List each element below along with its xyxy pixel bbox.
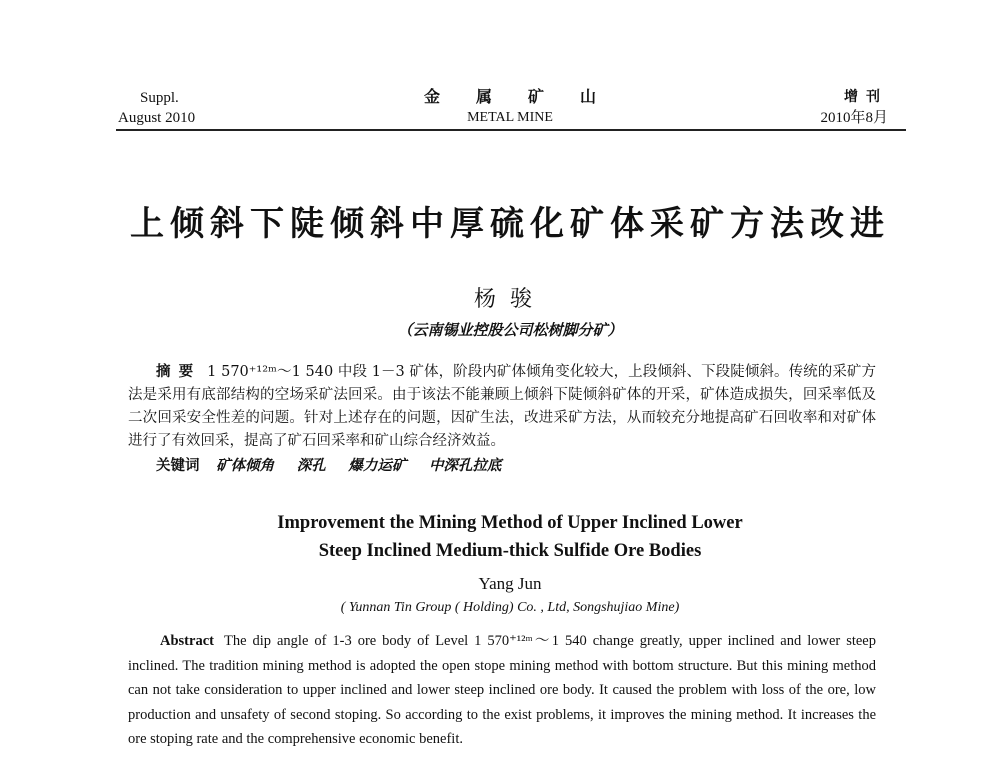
header-date-cn: 2010年8月	[820, 110, 888, 126]
header-center	[360, 88, 660, 128]
header-date-en: August 2010	[118, 110, 196, 126]
keyword-item: 深孔	[296, 457, 326, 474]
abstract-en-text: The dip angle of 1-3 ore body of Level 1 570⁺¹²ᵐ～1 540 change greatly, upper inclined and lower steep inclined. The tradition mining method is adopted the open stope mining method with bottom structure. But this mining method can not take consideration to upper inclined and lower steep inclined ore body. It caused the problem with loss of the ore, low production and unsafety of second stoping. So according to the exist problems, it improves the mining method. It increases the ore stoping rate and the comprehensive economic benefit.	[128, 633, 876, 747]
paper-title-cn: 上倾斜下陡倾斜中厚硫化矿体采矿方法改进	[130, 204, 890, 244]
journal-name-en: METAL MINE	[467, 110, 553, 125]
keywords-cn-label: 关键词	[156, 457, 200, 474]
abstract-cn	[128, 360, 876, 453]
header-suppl: Suppl.	[140, 90, 179, 106]
journal-name-cn: 金属矿山	[423, 89, 632, 106]
header-rule	[116, 129, 906, 131]
keywords-cn	[156, 454, 519, 478]
header-right	[820, 88, 888, 128]
keyword-item: 中深孔拉底	[428, 457, 502, 474]
header-supplement-cn: 增刊	[844, 90, 888, 105]
abstract-en-label: Abstract	[160, 633, 214, 649]
author-name-cn: 杨骏	[473, 287, 546, 312]
paper-title-en-line1: Improvement the Mining Method of Upper Inclined Lower	[277, 513, 743, 533]
paper-title-en-line2: Steep Inclined Medium-thick Sulfide Ore Bodies	[318, 541, 702, 561]
abstract-cn-text: 1 570⁺¹²ᵐ～1 540 中段 1－3 矿体，阶段内矿体倾角变化较大，上段倾斜、下段陡倾斜。传统的采矿方法是采用有底部结构的空场采矿法回采。由于该法不能兼顾上倾斜下陡倾斜矿体的开采，矿体造成损失，回采率低及二次回采安全性差的问题。针对上述存在的问题，因矿生法，改进采矿方法，从而较充分地提高矿石回收率和对矿体进行了有效回采，提高了矿石回采率和矿山综合经济效益。	[128, 364, 877, 449]
header-left	[118, 88, 195, 128]
keyword-item: 矿体倾角	[216, 457, 275, 474]
keyword-item: 爆力运矿	[348, 457, 407, 474]
paper-title-en	[100, 509, 920, 565]
author-name-en: Yang Jun	[478, 574, 542, 593]
abstract-cn-label: 摘要	[156, 363, 202, 380]
author-affiliation-cn: （云南锡业控股公司松树脚分矿）	[397, 321, 623, 339]
abstract-en	[128, 629, 876, 752]
author-affiliation-en: ( Yunnan Tin Group ( Holding) Co. , Ltd, Songshujiao Mine)	[340, 600, 680, 615]
